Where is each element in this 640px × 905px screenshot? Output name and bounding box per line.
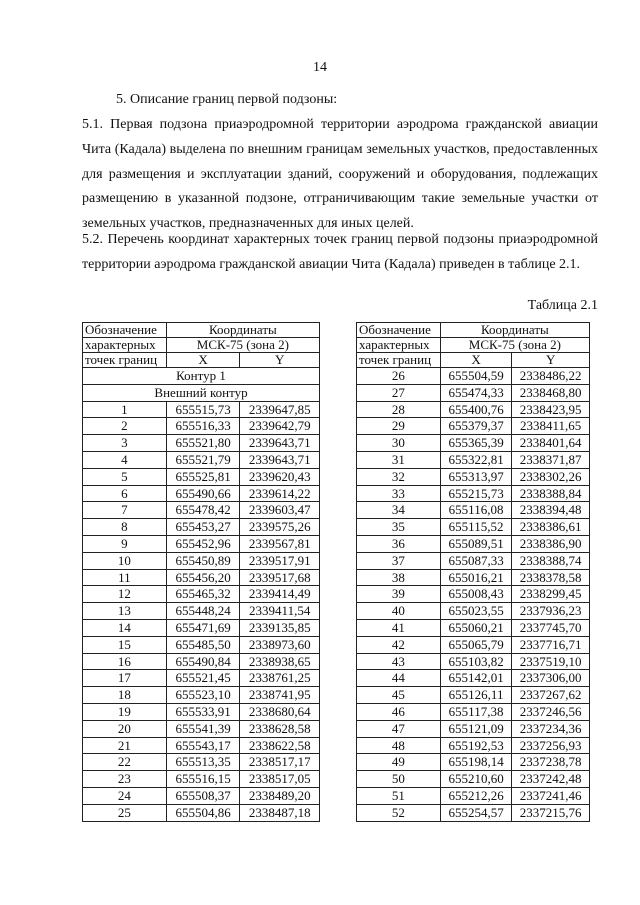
coord-y: 2338468,80 [512,384,590,401]
point-number: 43 [357,653,441,670]
coord-x: 655322,81 [440,451,512,468]
coord-y: 2338517,05 [240,771,320,788]
coord-y: 2339135,85 [240,619,320,636]
header-designation-line2: характерных [83,338,167,353]
coord-y: 2338411,65 [512,418,590,435]
table-row [357,720,590,737]
table-row [357,519,590,536]
point-number: 35 [357,519,441,536]
point-number: 23 [83,771,167,788]
point-number: 49 [357,754,441,771]
point-number: 18 [83,687,167,704]
coord-y: 2339643,71 [240,451,320,468]
coord-x: 655115,52 [440,519,512,536]
coord-x: 655504,86 [166,804,240,821]
point-number: 26 [357,368,441,385]
table-row [83,754,320,771]
coord-y: 2337215,76 [512,804,590,821]
point-number: 46 [357,703,441,720]
coord-y: 2339614,22 [240,485,320,502]
coord-x: 655453,27 [166,519,240,536]
paragraph-5-1: 5.1. Первая подзона приаэродромной территории аэродрома гражданской авиации Чита (Кадала) выделена по внешним границам земельных участков, предоставленных для размещения и эксплуатации зданий, сооружений и оборудования, подлежащих размещению в указанной подзоне, отграничивающим такие земельные участки от земельных участков, предназначенных для иных целей. [82,117,598,232]
coord-y: 2338394,48 [512,502,590,519]
table-row [357,502,590,519]
coord-y: 2338371,87 [512,451,590,468]
table-row [83,502,320,519]
table-row [357,787,590,804]
coord-y: 2337256,93 [512,737,590,754]
table-row [83,435,320,452]
coord-x: 655471,69 [166,619,240,636]
table-row [83,468,320,485]
coord-x: 655212,26 [440,787,512,804]
table-row [83,670,320,687]
table-row [83,519,320,536]
table-row [357,670,590,687]
table-caption: Таблица 2.1 [527,298,598,313]
table-row [83,603,320,620]
coord-x: 655513,35 [166,754,240,771]
coord-y: 2338401,64 [512,435,590,452]
point-number: 24 [83,787,167,804]
table-row [357,435,590,452]
coord-y: 2339603,47 [240,502,320,519]
coord-x: 655490,84 [166,653,240,670]
table-row [357,703,590,720]
coord-x: 655452,96 [166,535,240,552]
coord-y: 2338299,45 [512,586,590,603]
coord-x: 655103,82 [440,653,512,670]
table-row [357,368,590,385]
point-number: 3 [83,435,167,452]
point-number: 15 [83,636,167,653]
point-number: 16 [83,653,167,670]
point-number: 22 [83,754,167,771]
point-number: 9 [83,535,167,552]
coord-y: 2338628,58 [240,720,320,737]
table-row [357,586,590,603]
point-number: 47 [357,720,441,737]
coord-x: 655121,09 [440,720,512,737]
coord-y: 2338386,90 [512,535,590,552]
coord-x: 655016,21 [440,569,512,586]
coord-y: 2337936,23 [512,603,590,620]
coord-x: 655379,37 [440,418,512,435]
table-row [83,787,320,804]
coord-x: 655192,53 [440,737,512,754]
coord-x: 655116,08 [440,502,512,519]
table-row [357,569,590,586]
coord-x: 655313,97 [440,468,512,485]
header-coordinate-system: МСК-75 (зона 2) [166,338,319,353]
table-row [357,619,590,636]
coord-y: 2337745,70 [512,619,590,636]
table-row [357,636,590,653]
coord-y: 2337234,36 [512,720,590,737]
coord-x: 655126,11 [440,687,512,704]
coord-x: 655365,39 [440,435,512,452]
table-row [357,552,590,569]
coord-y: 2337306,00 [512,670,590,687]
point-number: 39 [357,586,441,603]
table-row [83,804,320,821]
coord-y: 2339517,68 [240,569,320,586]
coord-y: 2338423,95 [512,401,590,418]
coord-x: 655515,73 [166,401,240,418]
table-row [357,485,590,502]
coord-x: 655523,10 [166,687,240,704]
table-row [357,451,590,468]
point-number: 13 [83,603,167,620]
coord-y: 2339575,26 [240,519,320,536]
coord-x: 655023,55 [440,603,512,620]
point-number: 14 [83,619,167,636]
coordinates-table-right [356,322,590,822]
table-row [83,485,320,502]
table-row [83,737,320,754]
coord-y: 2338741,95 [240,687,320,704]
header-designation-line3: точек границ [83,353,167,368]
table-row [357,804,590,821]
table-row [83,636,320,653]
coord-y: 2339517,91 [240,552,320,569]
coord-y: 2337267,62 [512,687,590,704]
table-row [357,737,590,754]
coord-y: 2338517,17 [240,754,320,771]
table-row [83,687,320,704]
point-number: 32 [357,468,441,485]
point-number: 40 [357,603,441,620]
point-number: 17 [83,670,167,687]
coord-y: 2338680,64 [240,703,320,720]
point-number: 25 [83,804,167,821]
table-row [83,619,320,636]
coord-x: 655008,43 [440,586,512,603]
coord-y: 2337716,71 [512,636,590,653]
point-number: 30 [357,435,441,452]
header-coordinates: Координаты [440,323,589,338]
coord-y: 2338489,20 [240,787,320,804]
point-number: 44 [357,670,441,687]
point-number: 42 [357,636,441,653]
coord-y: 2337519,10 [512,653,590,670]
coord-y: 2338973,60 [240,636,320,653]
coord-y: 2337246,56 [512,703,590,720]
point-number: 11 [83,569,167,586]
coord-x: 655065,79 [440,636,512,653]
point-number: 45 [357,687,441,704]
point-number: 52 [357,804,441,821]
coord-x: 655541,39 [166,720,240,737]
point-number: 38 [357,569,441,586]
point-number: 51 [357,787,441,804]
coord-x: 655485,50 [166,636,240,653]
point-number: 1 [83,401,167,418]
point-number: 29 [357,418,441,435]
coord-x: 655089,51 [440,535,512,552]
coord-y: 2337238,78 [512,754,590,771]
coord-y: 2338761,25 [240,670,320,687]
table-row [83,552,320,569]
point-number: 48 [357,737,441,754]
table-row [83,418,320,435]
point-number: 8 [83,519,167,536]
coord-y: 2338938,65 [240,653,320,670]
coord-x: 655478,42 [166,502,240,519]
section-heading: 5. Описание границ первой подзоны: [116,92,338,107]
coord-x: 655521,80 [166,435,240,452]
point-number: 27 [357,384,441,401]
table-row [357,384,590,401]
header-x: X [166,353,240,368]
header-coordinates: Координаты [166,323,319,338]
table-row [83,653,320,670]
header-coordinate-system: МСК-75 (зона 2) [440,338,589,353]
table-row [357,401,590,418]
coord-y: 2338486,22 [512,368,590,385]
coord-x: 655508,37 [166,787,240,804]
table-row [357,687,590,704]
table-row [83,771,320,788]
coord-x: 655400,76 [440,401,512,418]
point-number: 2 [83,418,167,435]
coord-y: 2338302,26 [512,468,590,485]
table-row [357,771,590,788]
coord-x: 655490,66 [166,485,240,502]
header-y: Y [240,353,320,368]
table-row [83,535,320,552]
point-number: 41 [357,619,441,636]
coord-x: 655142,01 [440,670,512,687]
point-number: 33 [357,485,441,502]
coord-x: 655215,73 [440,485,512,502]
coord-x: 655117,38 [440,703,512,720]
header-y: Y [512,353,590,368]
header-designation-line3: точек границ [357,353,441,368]
table-row [83,703,320,720]
table-row [357,653,590,670]
coord-y: 2339414,49 [240,586,320,603]
table-row [357,418,590,435]
coord-y: 2339411,54 [240,603,320,620]
coord-y: 2338386,61 [512,519,590,536]
table-row [357,468,590,485]
point-number: 31 [357,451,441,468]
outer-contour-label: Внешний контур [83,384,320,401]
coord-y: 2339643,71 [240,435,320,452]
point-number: 5 [83,468,167,485]
coordinates-table-left [82,322,320,822]
point-number: 6 [83,485,167,502]
coord-x: 655450,89 [166,552,240,569]
point-number: 50 [357,771,441,788]
coord-x: 655210,60 [440,771,512,788]
coord-x: 655474,33 [440,384,512,401]
coord-x: 655516,33 [166,418,240,435]
table-row [83,586,320,603]
coord-x: 655087,33 [440,552,512,569]
coord-x: 655448,24 [166,603,240,620]
coord-x: 655456,20 [166,569,240,586]
coord-x: 655525,81 [166,468,240,485]
point-number: 28 [357,401,441,418]
table-row [83,720,320,737]
point-number: 19 [83,703,167,720]
coord-x: 655516,15 [166,771,240,788]
coord-y: 2338378,58 [512,569,590,586]
coord-y: 2339567,81 [240,535,320,552]
coord-y: 2338622,58 [240,737,320,754]
point-number: 36 [357,535,441,552]
point-number: 10 [83,552,167,569]
point-number: 12 [83,586,167,603]
coord-x: 655465,32 [166,586,240,603]
coord-x: 655521,45 [166,670,240,687]
coord-y: 2339647,85 [240,401,320,418]
header-designation-line2: характерных [357,338,441,353]
point-number: 34 [357,502,441,519]
point-number: 7 [83,502,167,519]
coord-y: 2339620,43 [240,468,320,485]
table-row [83,451,320,468]
page-number: 14 [313,60,327,75]
point-number: 20 [83,720,167,737]
point-number: 4 [83,451,167,468]
header-designation-line1: Обозначение [357,323,441,338]
coord-x: 655060,21 [440,619,512,636]
header-designation-line1: Обозначение [83,323,167,338]
coord-x: 655533,91 [166,703,240,720]
coord-x: 655254,57 [440,804,512,821]
coord-x: 655543,17 [166,737,240,754]
table-row [83,569,320,586]
table-row [357,535,590,552]
coord-y: 2339642,79 [240,418,320,435]
coord-x: 655504,59 [440,368,512,385]
coord-x: 655521,79 [166,451,240,468]
point-number: 37 [357,552,441,569]
coord-y: 2338388,84 [512,485,590,502]
coord-x: 655198,14 [440,754,512,771]
table-row [83,401,320,418]
paragraph-5-2: 5.2. Перечень координат характерных точек границ первой подзоны приаэродромной территории аэродрома гражданской авиации Чита (Кадала) приведен в таблице 2.1. [82,232,598,272]
coord-y: 2337241,46 [512,787,590,804]
table-row [357,603,590,620]
coord-y: 2337242,48 [512,771,590,788]
coord-y: 2338388,74 [512,552,590,569]
coord-y: 2338487,18 [240,804,320,821]
point-number: 21 [83,737,167,754]
table-row [357,754,590,771]
header-x: X [440,353,512,368]
contour-label: Контур 1 [83,368,320,385]
